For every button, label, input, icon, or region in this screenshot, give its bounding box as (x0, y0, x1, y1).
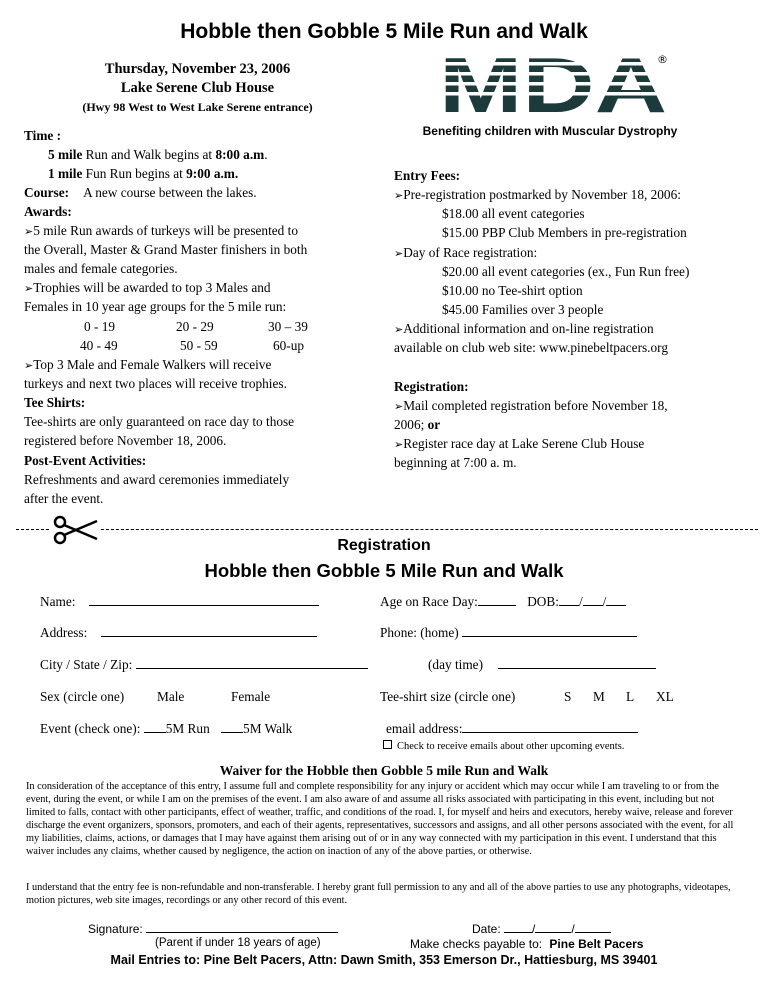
city-state-zip-field[interactable] (40, 655, 368, 674)
tee-size-label: Tee-shirt size (circle one) (380, 689, 516, 704)
waiver-paragraph-2: I understand that the entry fee is non-refundable and non-transferable. I hereby grant full permission to any and all of the above parties to use any photographs, videotapes, motion pictures, web site images, recordings or any other record of this event. (26, 882, 731, 906)
day-fee-2: $10.00 no Tee-shirt option (442, 283, 583, 298)
name-input-line[interactable] (89, 592, 319, 606)
walkers-line-1: ➢Top 3 Male and Female Walkers will receive (24, 357, 272, 372)
form-heading: Registration (337, 537, 431, 554)
email-label: email address: (386, 721, 463, 736)
event-date: Thursday, November 23, 2006 (104, 61, 291, 77)
registration-heading: Registration: (394, 379, 469, 394)
day-registration-1: ➢Register race day at Lake Serene Club House (394, 436, 645, 451)
form-subheading: Hobble then Gobble 5 Mile Run and Walk (204, 560, 564, 581)
arrow-bullet-icon: ➢ (394, 189, 404, 202)
pre-fee-1: $18.00 all event categories (442, 206, 585, 221)
dob-month-line[interactable] (559, 592, 579, 606)
arrow-bullet-icon: ➢ (394, 438, 404, 451)
additional-info-1: ➢Additional information and on-line registration (394, 321, 654, 336)
pre-registration: ➢Pre-registration postmarked by November 18, 2006: (394, 187, 681, 202)
day-registration: ➢Day of Race registration: (394, 245, 538, 260)
phone-home-input-line[interactable] (462, 623, 637, 637)
age-group: 50 - 59 (180, 338, 218, 353)
registered-mark: ® (657, 53, 668, 66)
phone-label: Phone: (home) (380, 625, 459, 640)
age-group: 60-up (273, 338, 305, 353)
dob-day-line[interactable] (583, 592, 603, 606)
pre-fee-2: $15.00 PBP Club Members in pre-registration (442, 225, 687, 240)
sex-label: Sex (circle one) (40, 689, 125, 704)
awards-line-2: the Overall, Master & Grand Master finishers in both (24, 242, 308, 257)
city-input-line[interactable] (136, 655, 368, 669)
arrow-bullet-icon: ➢ (394, 400, 404, 413)
email-field[interactable] (386, 719, 638, 738)
date-day-line[interactable] (535, 921, 571, 933)
dob-label: DOB: (527, 594, 559, 609)
awards-heading: Awards: (24, 204, 72, 219)
date-month-line[interactable] (504, 921, 532, 933)
additional-info-2: available on club web site: www.pinebeltpacers.org (394, 340, 668, 355)
email-optin-label: Check to receive emails about other upcoming events. (397, 741, 625, 752)
signature-input-line[interactable] (146, 921, 338, 933)
address-label: Address: (40, 625, 88, 640)
email-input-line[interactable] (462, 719, 638, 733)
phone-day-field[interactable] (428, 655, 656, 674)
day-registration-2: beginning at 7:00 a. m. (394, 455, 517, 470)
phone-day-input-line[interactable] (498, 655, 656, 669)
tee-heading: Tee Shirts: (24, 395, 86, 410)
payable-line (410, 937, 643, 951)
mail-registration-2: 2006; or (394, 417, 441, 432)
event-5m-walk-label: 5M Walk (243, 721, 293, 736)
time-5-mile: 5 mile Run and Walk begins at 8:00 a.m. (48, 147, 268, 162)
time-heading: Time : (24, 128, 62, 143)
age-input-line[interactable] (478, 592, 516, 606)
age-dob-field[interactable]: Age on Race Day: DOB: / / (380, 592, 626, 611)
phone-home-field[interactable] (380, 623, 637, 642)
arrow-bullet-icon: ➢ (24, 225, 34, 238)
awards-line-3: males and female categories. (24, 261, 178, 276)
trophies-line-1: ➢Trophies will be awarded to top 3 Males and (24, 280, 271, 295)
sex-option-female[interactable]: Female (231, 689, 271, 704)
event-directions: (Hwy 98 West to West Lake Serene entrance) (82, 100, 313, 114)
mail-registration-1: ➢Mail completed registration before November 18, (394, 398, 668, 413)
tee-size-option[interactable]: L (626, 689, 635, 704)
waiver-paragraph-1: In consideration of the acceptance of this entry, I assume full and complete responsibility for any injury or accident which may occur while I am traveling to or from the event, during the event, or while I am on the premises of the event. I am also aware of and assume all risks associated with participating in this event, including but not limited to falls, contact with other participants, effect of weather, traffic, and conditions of the road. I, for myself and heirs and executors, hereby waive, release and forever discharge the event organizers, sponsors, promoters, and each of their agents, representatives, successors and assigns, and all other persons associated with the event, for all my liabilities, claims, actions, or damages that I may have against them arising out of or in any way connected with my participation in this event. I understand that this waiver includes any claims, whether caused by negligence, the action on inaction of any of the above parties, or otherwise. (26, 781, 734, 857)
age-group: 30 – 39 (268, 319, 308, 334)
sex-option-male[interactable]: Male (157, 689, 185, 704)
arrow-bullet-icon: ➢ (394, 247, 404, 260)
tee-size-option[interactable]: S (564, 689, 572, 704)
event-5m-run-label: 5M Run (165, 721, 210, 736)
dob-year-line[interactable] (606, 592, 626, 606)
age-group: 40 - 49 (80, 338, 118, 353)
event-location: Lake Serene Club House (120, 80, 275, 96)
mda-logo (437, 52, 677, 118)
mail-entries: Mail Entries to: Pine Belt Pacers, Attn: Dawn Smith, 353 Emerson Dr., Hattiesburg, MS 39401 (110, 953, 658, 967)
checkbox-icon[interactable] (383, 740, 392, 749)
payable-to: Pine Belt Pacers (549, 937, 644, 951)
email-optin[interactable] (383, 740, 624, 753)
day-fee-1: $20.00 all event categories (ex., Fun Run free) (442, 264, 690, 279)
event-field (40, 719, 292, 738)
date-label: Date: (472, 922, 501, 936)
post-event-line-2: after the event. (24, 491, 104, 506)
awards-line-1: ➢5 mile Run awards of turkeys will be presented to (24, 223, 298, 238)
signature-label: Signature: (88, 922, 143, 936)
parent-note: (Parent if under 18 years of age) (155, 937, 321, 949)
address-input-line[interactable] (101, 623, 317, 637)
tee-size-option[interactable]: M (593, 689, 605, 704)
name-label: Name: (40, 594, 76, 609)
event-5m-run-check[interactable] (144, 719, 166, 733)
logo-tagline: Benefiting children with Muscular Dystrophy (422, 124, 678, 138)
event-label: Event (check one): (40, 721, 141, 736)
walkers-line-2: turkeys and next two places will receive trophies. (24, 376, 287, 391)
tee-line-1: Tee-shirts are only guaranteed on race day to those (24, 414, 295, 429)
cut-line (16, 529, 758, 530)
fees-heading: Entry Fees: (394, 168, 461, 183)
age-group: 20 - 29 (176, 319, 214, 334)
age-label: Age on Race Day: (380, 594, 478, 609)
event-5m-walk-check[interactable] (221, 719, 243, 733)
post-event-line-1: Refreshments and award ceremonies immediately (24, 472, 290, 487)
event-info (0, 60, 395, 117)
tee-size-option[interactable]: XL (656, 689, 674, 704)
page-title: Hobble then Gobble 5 Mile Run and Walk (180, 20, 588, 43)
day-fee-3: $45.00 Families over 3 people (442, 302, 604, 317)
payable-label: Make checks payable to: (410, 937, 543, 951)
address-field[interactable] (40, 623, 317, 642)
date-field[interactable]: Date: / / (472, 921, 611, 936)
post-event-heading: Post-Event Activities: (24, 453, 147, 468)
tee-line-2: registered before November 18, 2006. (24, 433, 227, 448)
arrow-bullet-icon: ➢ (394, 323, 404, 336)
age-group: 0 - 19 (84, 319, 116, 334)
name-field[interactable] (40, 592, 319, 611)
time-1-mile: 1 mile Fun Run begins at 9:00 a.m. (48, 166, 239, 181)
arrow-bullet-icon: ➢ (24, 359, 34, 372)
waiver-heading: Waiver for the Hobble then Gobble 5 mile Run and Walk (219, 763, 549, 778)
mda-logo-icon (437, 52, 677, 118)
date-year-line[interactable] (575, 921, 611, 933)
course-line: Course: A new course between the lakes. (24, 185, 257, 200)
signature-field[interactable] (88, 921, 338, 936)
arrow-bullet-icon: ➢ (24, 282, 34, 295)
city-label: City / State / Zip: (40, 657, 133, 672)
day-time-label: (day time) (428, 657, 484, 672)
trophies-line-2: Females in 10 year age groups for the 5 mile run: (24, 299, 287, 314)
